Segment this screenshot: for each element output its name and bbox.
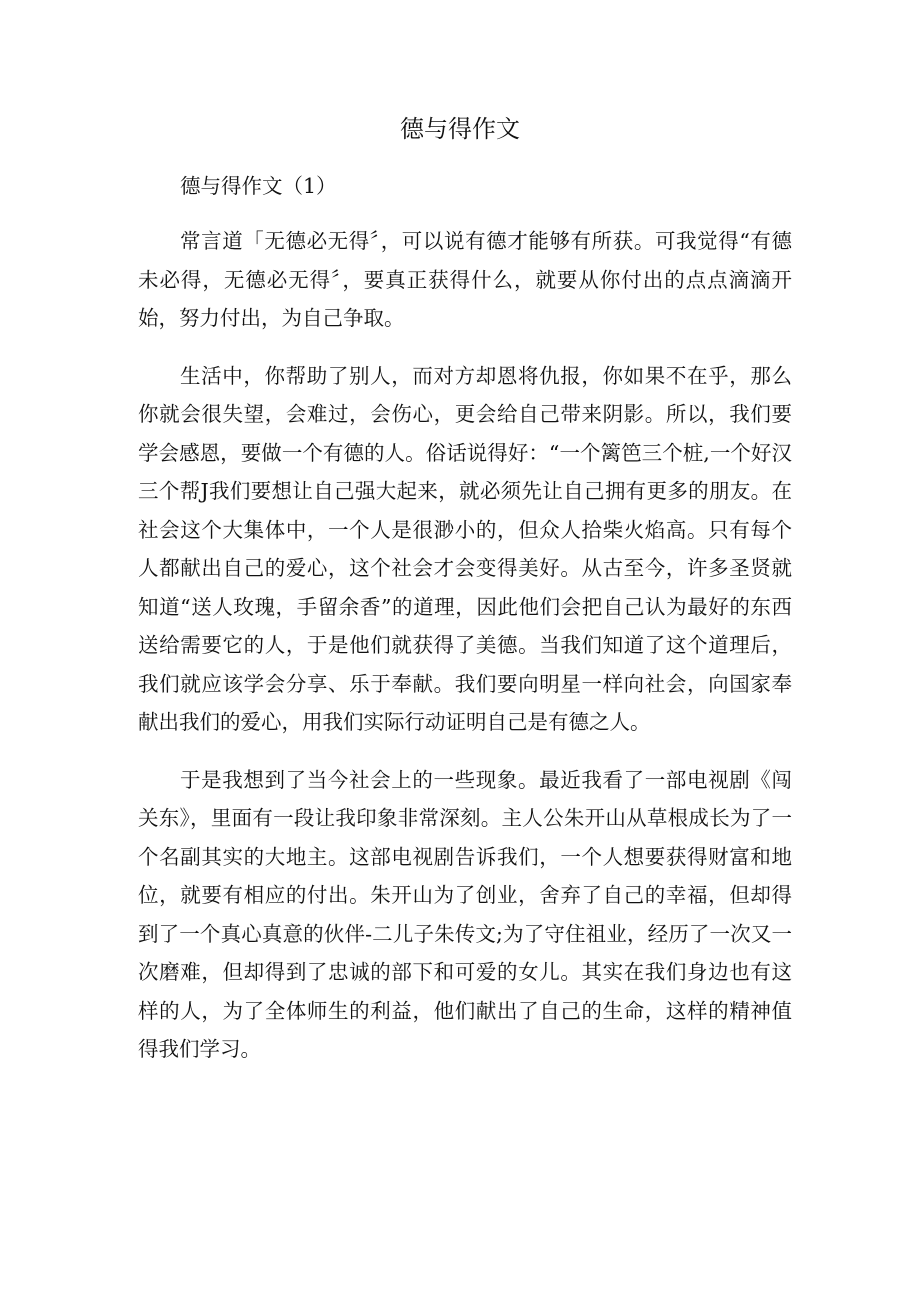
paragraph-2: 生活中，你帮助了别人，而对方却恩将仇报，你如果不在乎，那么你就会很失望，会难过，会伤心，更会给自己带来阴影。所以，我们要学会感恩，要做一个有德的人。俗话说得好：“一个篱笆三个桩,一个好汉三个帮J我们要想让自己强大起来，就必须先让自己拥有更多的朋友。在社会这个大集体中，一个人是很渺小的，但众人拾柴火焰高。只有每个人都献出自己的爱心，这个社会才会变得美好。从古至今，许多圣贤就知道“送人玫瑰，手留余香”的道理，因此他们会把自己认为最好的东西送给需要它的人，于是他们就获得了美德。当我们知道了这个道理后，我们就应该学会分享、乐于奉献。我们要向明星一样向社会，向国家奉献出我们的爱心，用我们实际行动证明自己是有德之人。 <box>138 363 792 734</box>
paragraph-1: 常言道「无德必无得〞，可以说有德才能够有所获。可我觉得“有德未必得，无德必无得〞，要真正获得什么，就要从你付出的点点滴滴开始，努力付出，为自己争取。 <box>138 229 792 330</box>
document-title: 德与得作文 <box>400 115 520 143</box>
paragraph-3: 于是我想到了当今社会上的一些现象。最近我看了一部电视剧《闯关东》，里面有一段让我印象非常深刻。主人公朱开山从草根成长为了一个名副其实的大地主。这部电视剧告诉我们，一个人想要获得财富和地位，就要有相应的付出。朱开山为了创业，舍弃了自己的幸福，但却得到了一个真心真意的伙伴-二儿子朱传文;为了守住祖业，经历了一次又一次磨难，但却得到了忠诚的部下和可爱的女儿。其实在我们身边也有这样的人，为了全体师生的利益，他们献出了自己的生命，这样的精神值得我们学习。 <box>138 767 792 1061</box>
section-heading: 德与得作文（1） <box>180 174 337 198</box>
document-body <box>138 170 792 1088</box>
